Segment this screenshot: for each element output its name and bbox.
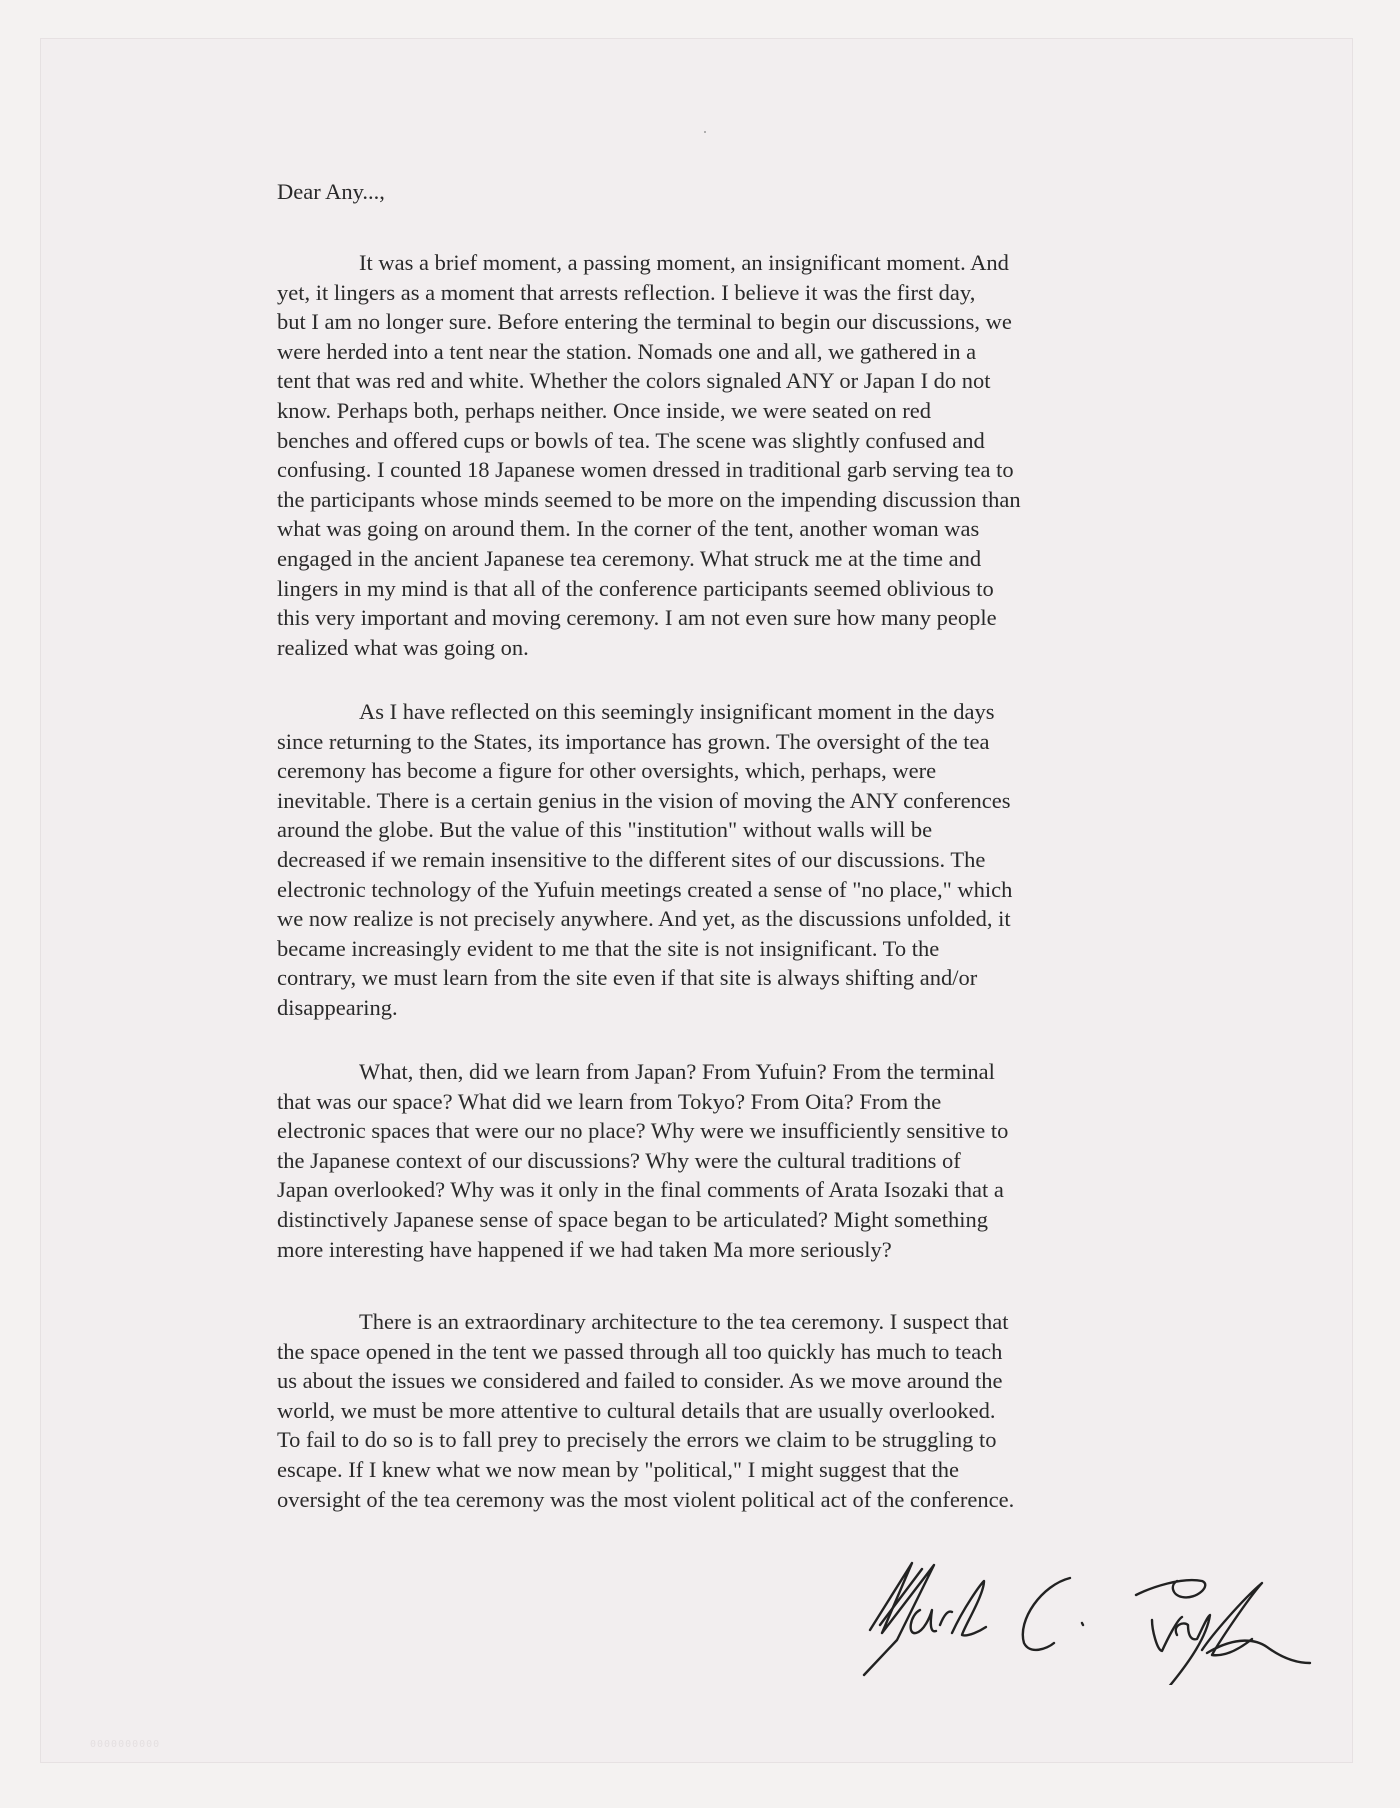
text-line: There is an extraordinary architecture to the tea ceremony. I suspect that xyxy=(359,1309,1009,1334)
text-line: we now realize is not precisely anywhere. And yet, as the discussions unfolded, it xyxy=(277,906,1011,932)
text-line: yet, it lingers as a moment that arrests reflection. I believe it was the first day, xyxy=(277,279,976,305)
text-line: distinctively Japanese sense of space began to be articulated? Might something xyxy=(277,1206,989,1232)
text-line: What, then, did we learn from Japan? From Yufuin? From the terminal xyxy=(359,1059,995,1084)
paper-speck xyxy=(704,131,706,133)
text-line: inevitable. There is a certain genius in the vision of moving the ANY conferences xyxy=(277,787,1011,813)
text-line: what was going on around them. In the corner of the tent, another woman was xyxy=(277,516,980,542)
text-line: ceremony has become a figure for other oversights, which, perhaps, were xyxy=(277,758,937,784)
text-line: engaged in the ancient Japanese tea ceremony. What struck me at the time and xyxy=(277,545,982,571)
text-line: this very important and moving ceremony. I am not even sure how many people xyxy=(277,605,997,631)
archive-stamp: 0000000000 xyxy=(90,1739,161,1750)
text-line: To fail to do so is to fall prey to precisely the errors we claim to be struggling to xyxy=(277,1427,997,1453)
text-line: contrary, we must learn from the site even if that site is always shifting and/or xyxy=(277,965,978,991)
text-line: but I am no longer sure. Before entering the terminal to begin our discussions, we xyxy=(277,309,1012,335)
paragraph-2 xyxy=(277,697,1012,1023)
text-line: disappearing. xyxy=(277,994,398,1020)
text-line: realized what was going on. xyxy=(277,634,529,660)
text-line: lingers in my mind is that all of the conference participants seemed oblivious to xyxy=(277,575,994,601)
text-line: tent that was red and white. Whether the colors signaled ANY or Japan I do not xyxy=(277,368,991,394)
paragraph-4 xyxy=(277,1307,1014,1514)
text-line: that was our space? What did we learn from Tokyo? From Oita? From the xyxy=(277,1088,942,1114)
text-line: electronic spaces that were our no place? Why were we insufficiently sensitive to xyxy=(277,1118,1009,1144)
text-line: more interesting have happened if we had taken Ma more seriously? xyxy=(277,1236,892,1262)
text-line: us about the issues we considered and failed to consider. As we move around the xyxy=(277,1368,1003,1394)
text-line: the participants whose minds seemed to be more on the impending discussion than xyxy=(277,486,1021,512)
text-line: It was a brief moment, a passing moment, an insignificant moment. And xyxy=(359,250,1009,275)
paragraph-3 xyxy=(277,1057,1008,1264)
text-line: around the globe. But the value of this "institution" without walls will be xyxy=(277,817,933,843)
text-line: Japan overlooked? Why was it only in the final comments of Arata Isozaki that a xyxy=(277,1177,1004,1203)
text-line: oversight of the tea ceremony was the most violent political act of the conference. xyxy=(277,1486,1015,1512)
paragraph-1 xyxy=(277,248,1021,662)
text-line: escape. If I knew what we now mean by "political," I might suggest that the xyxy=(277,1456,959,1482)
text-line: were herded into a tent near the station. Nomads one and all, we gathered in a xyxy=(277,338,977,364)
text-line: world, we must be more attentive to cultural details that are usually overlooked. xyxy=(277,1397,996,1423)
text-line: since returning to the States, its importance has grown. The oversight of the tea xyxy=(277,728,990,754)
text-line: became increasingly evident to me that the site is not insignificant. To the xyxy=(277,935,940,961)
text-line: As I have reflected on this seemingly insignificant moment in the days xyxy=(359,699,995,724)
text-line: know. Perhaps both, perhaps neither. Once inside, we were seated on red xyxy=(277,397,931,423)
text-line: the space opened in the tent we passed through all too quickly has much to teach xyxy=(277,1338,1003,1364)
signature-icon xyxy=(852,1555,1312,1685)
text-line: the Japanese context of our discussions? Why were the cultural traditions of xyxy=(277,1147,961,1173)
salutation: Dear Any..., xyxy=(277,179,385,204)
text-line: confusing. I counted 18 Japanese women dressed in traditional garb serving tea to xyxy=(277,457,1014,483)
text-line: benches and offered cups or bowls of tea. The scene was slightly confused and xyxy=(277,427,985,453)
text-line: decreased if we remain insensitive to the different sites of our discussions. The xyxy=(277,846,986,872)
text-line: electronic technology of the Yufuin meetings created a sense of "no place," which xyxy=(277,876,1013,902)
